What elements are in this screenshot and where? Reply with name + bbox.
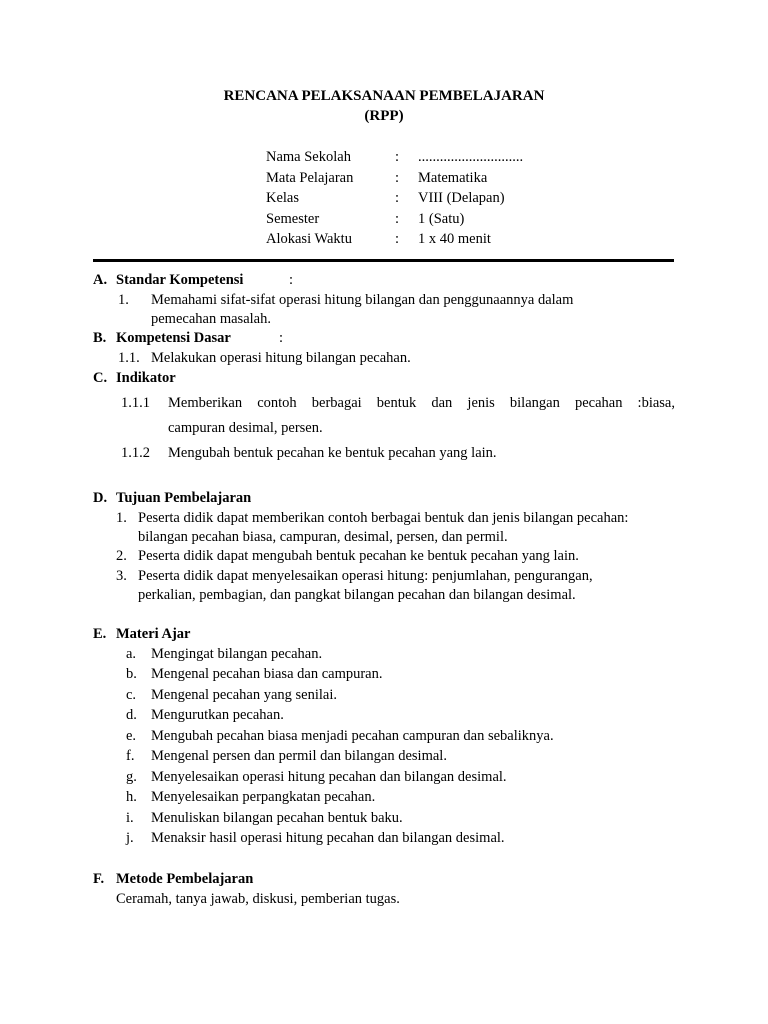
info-value-semester: 1 (Satu) bbox=[418, 211, 465, 227]
list-letter: c. bbox=[126, 687, 137, 703]
list-item-text: Mengenal persen dan permil dan bilangan desimal. bbox=[151, 748, 447, 764]
info-colon: : bbox=[395, 190, 400, 206]
list-item-text: Mengubah bentuk pecahan ke bentuk pecahan yang lain. bbox=[168, 445, 497, 461]
info-value-school: ............................. bbox=[418, 149, 524, 165]
info-value-subject: Matematika bbox=[418, 170, 488, 186]
list-item-text: Memahami sifat-sifat operasi hitung bilangan dan penggunaannya dalam bbox=[151, 292, 574, 308]
section-heading: Tujuan Pembelajaran bbox=[116, 490, 252, 506]
list-number: 1. bbox=[116, 510, 127, 526]
list-item-text: Menuliskan bilangan pecahan bentuk baku. bbox=[151, 810, 403, 826]
list-letter: g. bbox=[126, 769, 137, 785]
list-item-text: Menyelesaikan operasi hitung pecahan dan bilangan desimal. bbox=[151, 769, 507, 785]
list-letter: e. bbox=[126, 728, 137, 744]
list-letter: j. bbox=[126, 830, 134, 846]
info-colon: : bbox=[395, 231, 400, 247]
section-colon: : bbox=[289, 272, 294, 288]
list-number: 3. bbox=[116, 568, 127, 584]
list-item-text: Peserta didik dapat menyelesaikan operasi hitung: penjumlahan, pengurangan, bbox=[138, 568, 593, 584]
info-colon: : bbox=[395, 170, 400, 186]
list-item-text: Peserta didik dapat mengubah bentuk pecahan ke bentuk pecahan yang lain. bbox=[138, 548, 579, 564]
section-letter: C. bbox=[93, 370, 108, 386]
list-item-text: Mengingat bilangan pecahan. bbox=[151, 646, 323, 662]
list-letter: i. bbox=[126, 810, 134, 826]
section-heading: Materi Ajar bbox=[116, 626, 191, 642]
list-letter: b. bbox=[126, 666, 137, 682]
section-body-text: Ceramah, tanya jawab, diskusi, pemberian tugas. bbox=[116, 891, 400, 907]
list-item-text: Mengenal pecahan biasa dan campuran. bbox=[151, 666, 383, 682]
list-item-text: Melakukan operasi hitung bilangan pecahan. bbox=[151, 350, 411, 366]
section-letter: D. bbox=[93, 490, 108, 506]
info-label-class: Kelas bbox=[266, 190, 300, 206]
list-item-text: Menyelesaikan perpangkatan pecahan. bbox=[151, 789, 376, 805]
horizontal-divider bbox=[93, 259, 674, 262]
info-value-class: VIII (Delapan) bbox=[418, 190, 505, 206]
list-item-text: bilangan pecahan biasa, campuran, desimal, persen, dan permil. bbox=[138, 529, 508, 545]
info-label-time: Alokasi Waktu bbox=[266, 231, 352, 247]
section-colon: : bbox=[279, 330, 284, 346]
info-value-time: 1 x 40 menit bbox=[418, 231, 491, 247]
list-letter: a. bbox=[126, 646, 137, 662]
list-item-text: Peserta didik dapat memberikan contoh berbagai bentuk dan jenis bilangan pecahan: bbox=[138, 510, 629, 526]
list-letter: d. bbox=[126, 707, 137, 723]
list-number: 1.1. bbox=[118, 350, 140, 366]
list-item-text: Menaksir hasil operasi hitung pecahan dan bilangan desimal. bbox=[151, 830, 505, 846]
section-letter: A. bbox=[93, 272, 108, 288]
list-number: 1. bbox=[118, 292, 129, 308]
section-letter: B. bbox=[93, 330, 107, 346]
section-heading: Kompetensi Dasar bbox=[116, 330, 231, 346]
list-item-text: Mengubah pecahan biasa menjadi pecahan campuran dan sebaliknya. bbox=[151, 728, 554, 744]
section-letter: E. bbox=[93, 626, 107, 642]
section-heading: Metode Pembelajaran bbox=[116, 871, 254, 887]
list-item-text: Mengenal pecahan yang senilai. bbox=[151, 687, 338, 703]
info-colon: : bbox=[395, 211, 400, 227]
section-heading: Standar Kompetensi bbox=[116, 272, 244, 288]
list-item-text: campuran desimal, persen. bbox=[168, 420, 323, 436]
list-item-text: Memberikan contoh berbagai bentuk dan jenis bilangan pecahan :biasa, bbox=[168, 395, 675, 411]
list-letter: f. bbox=[126, 748, 135, 764]
list-item-text: pemecahan masalah. bbox=[151, 311, 271, 327]
list-letter: h. bbox=[126, 789, 137, 805]
list-item-text: perkalian, pembagian, dan pangkat bilangan pecahan dan bilangan desimal. bbox=[138, 587, 576, 603]
section-letter: F. bbox=[93, 871, 105, 887]
section-heading: Indikator bbox=[116, 370, 176, 386]
list-number: 1.1.2 bbox=[121, 445, 150, 461]
list-item-text: Mengurutkan pecahan. bbox=[151, 707, 284, 723]
list-number: 2. bbox=[116, 548, 127, 564]
document-title: RENCANA PELAKSANAAN PEMBELAJARAN bbox=[223, 88, 545, 104]
document-subtitle: (RPP) bbox=[364, 108, 404, 124]
info-colon: : bbox=[395, 149, 400, 165]
list-number: 1.1.1 bbox=[121, 395, 150, 411]
info-label-school: Nama Sekolah bbox=[266, 149, 351, 165]
info-label-semester: Semester bbox=[266, 211, 320, 227]
info-label-subject: Mata Pelajaran bbox=[266, 170, 354, 186]
